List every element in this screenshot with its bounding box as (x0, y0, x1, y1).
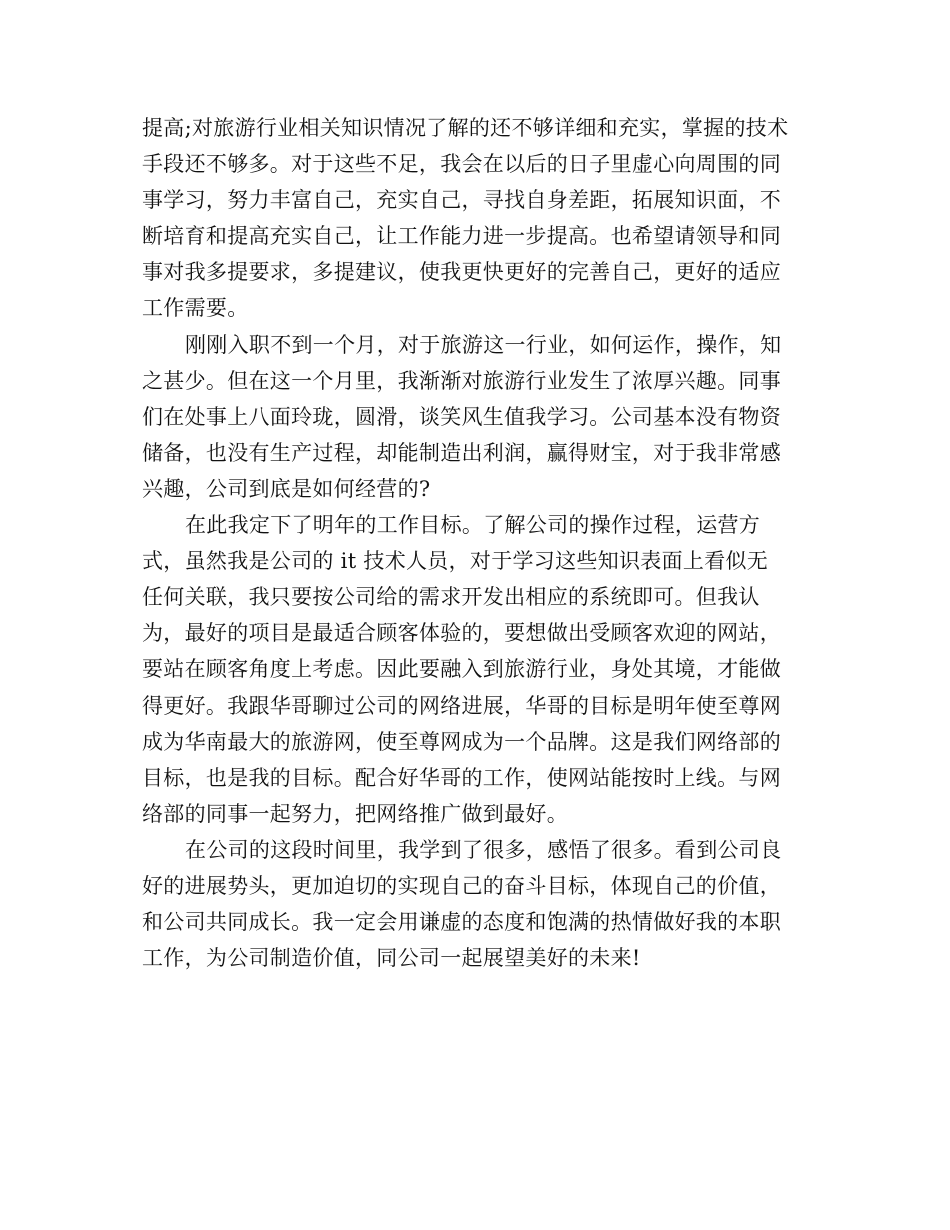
text-line: 目标，也是我的目标。配合好华哥的工作，使网站能按时上线。与网 (142, 765, 781, 790)
text-line: 们在处事上八面玲珑，圆滑，谈笑风生值我学习。公司基本没有物资 (142, 404, 781, 429)
text-line: 断培育和提高充实自己，让工作能力进一步提高。也希望请领导和同 (142, 224, 781, 249)
text-line: 之甚少。但在这一个月里，我渐渐对旅游行业发生了浓厚兴趣。同事 (142, 368, 781, 393)
text-line: 好的进展势头，更加迫切的实现自己的奋斗目标，体现自己的价值， (142, 873, 781, 898)
text-line: 络部的同事一起努力，把网络推广做到最好。 (142, 801, 568, 826)
paragraph-4 (142, 832, 807, 976)
text-line: 兴趣，公司到底是如何经营的? (142, 476, 431, 501)
paragraph-3 (142, 507, 807, 832)
text-line: 成为华南最大的旅游网，使至尊网成为一个品牌。这是我们网络部的 (142, 729, 781, 754)
text-line: 刚刚入职不到一个月，对于旅游这一行业，如何运作，操作，知 (185, 332, 782, 357)
text-line: 工作，为公司制造价值，同公司一起展望美好的未来! (142, 946, 641, 971)
text-line: 在此我定下了明年的工作目标。了解公司的操作过程，运营方 (185, 513, 761, 538)
text-line: 储备，也没有生产过程，却能制造出利润，赢得财宝，对于我非常感 (142, 440, 781, 465)
text-line: 和公司共同成长。我一定会用谦虚的态度和饱满的热情做好我的本职 (142, 910, 781, 935)
text-line: 要站在顾客角度上考虑。因此要融入到旅游行业，身处其境，才能做 (142, 657, 781, 682)
text-line: 工作需要。 (142, 296, 249, 321)
document-body (142, 110, 807, 976)
text-line: 手段还不够多。对于这些不足，我会在以后的日子里虚心向周围的同 (142, 152, 781, 177)
text-line: 为，最好的项目是最适合顾客体验的，要想做出受顾客欢迎的网站， (142, 621, 781, 646)
text-line: 提高;对旅游行业相关知识情况了解的还不够详细和充实，掌握的技术 (142, 116, 789, 140)
text-line: 事对我多提要求，多提建议，使我更快更好的完善自己，更好的适应 (142, 260, 781, 285)
text-line: 在公司的这段时间里，我学到了很多，感悟了很多。看到公司良 (185, 837, 782, 862)
paragraph-2 (142, 327, 807, 507)
text-line: 任何关联，我只要按公司给的需求开发出相应的系统即可。但我认 (142, 585, 760, 610)
text-line: 式，虽然我是公司的 it 技术人员，对于学习这些知识表面上看似无 (142, 549, 769, 574)
paragraph-1 (142, 110, 807, 327)
text-line: 事学习，努力丰富自己，充实自己，寻找自身差距，拓展知识面，不 (142, 188, 781, 213)
text-line: 得更好。我跟华哥聊过公司的网络进展，华哥的目标是明年使至尊网 (142, 693, 781, 718)
